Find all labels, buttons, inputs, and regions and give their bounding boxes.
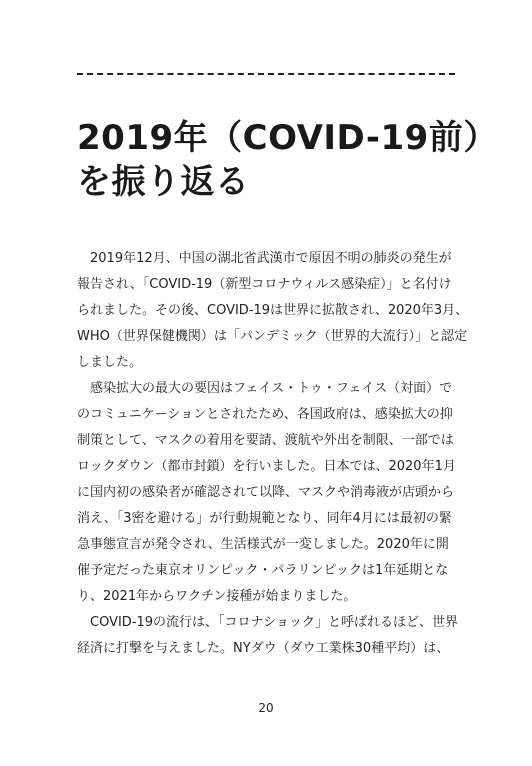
body-text [77, 246, 469, 662]
chapter-title-line-2: を振り返る [77, 162, 250, 202]
body-line: COVID-19の流行は、「コロナショック」と呼ばれるほど、世界 [77, 615, 459, 630]
dashed-divider [77, 73, 455, 75]
body-line: られました。その後、COVID-19は世界に拡散され、2020年3月、 [77, 303, 469, 318]
body-line: WHO（世界保健機関）は「パンデミック（世界的大流行）」と認定 [77, 329, 468, 344]
chapter-title [77, 116, 498, 204]
body-line: 催予定だった東京オリンピック・パラリンピックは1年延期とな [77, 563, 449, 578]
chapter-title-line-1: 2019年（COVID-19前） [77, 118, 498, 158]
body-line: 経済に打撃を与えました。NYダウ（ダウ工業株30種平均）は、 [77, 641, 450, 656]
body-line: 報告され、「COVID-19（新型コロナウィルス感染症）」と名付け [77, 277, 452, 292]
page-number: 20 [258, 701, 274, 715]
body-line: しました。 [77, 355, 143, 370]
body-line: 急事態宣言が発令され、生活様式が一変しました。2020年に開 [77, 537, 449, 552]
body-line: 感染拡大の最大の要因はフェイス・トゥ・フェイス（対面）で [77, 381, 453, 396]
body-line: 2019年12月、中国の湖北省武漢市で原因不明の肺炎の発生が [77, 251, 452, 266]
body-line: 制策として、マスクの着用を要請、渡航や外出を制限、一部では [77, 433, 454, 448]
body-line: のコミュニケーションとされたため、各国政府は、感染拡大の抑 [77, 407, 453, 422]
body-line: 消え、「3密を避ける」が行動規範となり、同年4月には最初の緊 [77, 511, 452, 526]
body-line: に国内初の感染者が確認されて以降、マスクや消毒液が店頭から [77, 485, 455, 500]
body-line: ロックダウン（都市封鎖）を行いました。日本では、2020年1月 [77, 459, 456, 474]
body-line: り、2021年からワクチン接種が始まりました。 [77, 589, 357, 604]
